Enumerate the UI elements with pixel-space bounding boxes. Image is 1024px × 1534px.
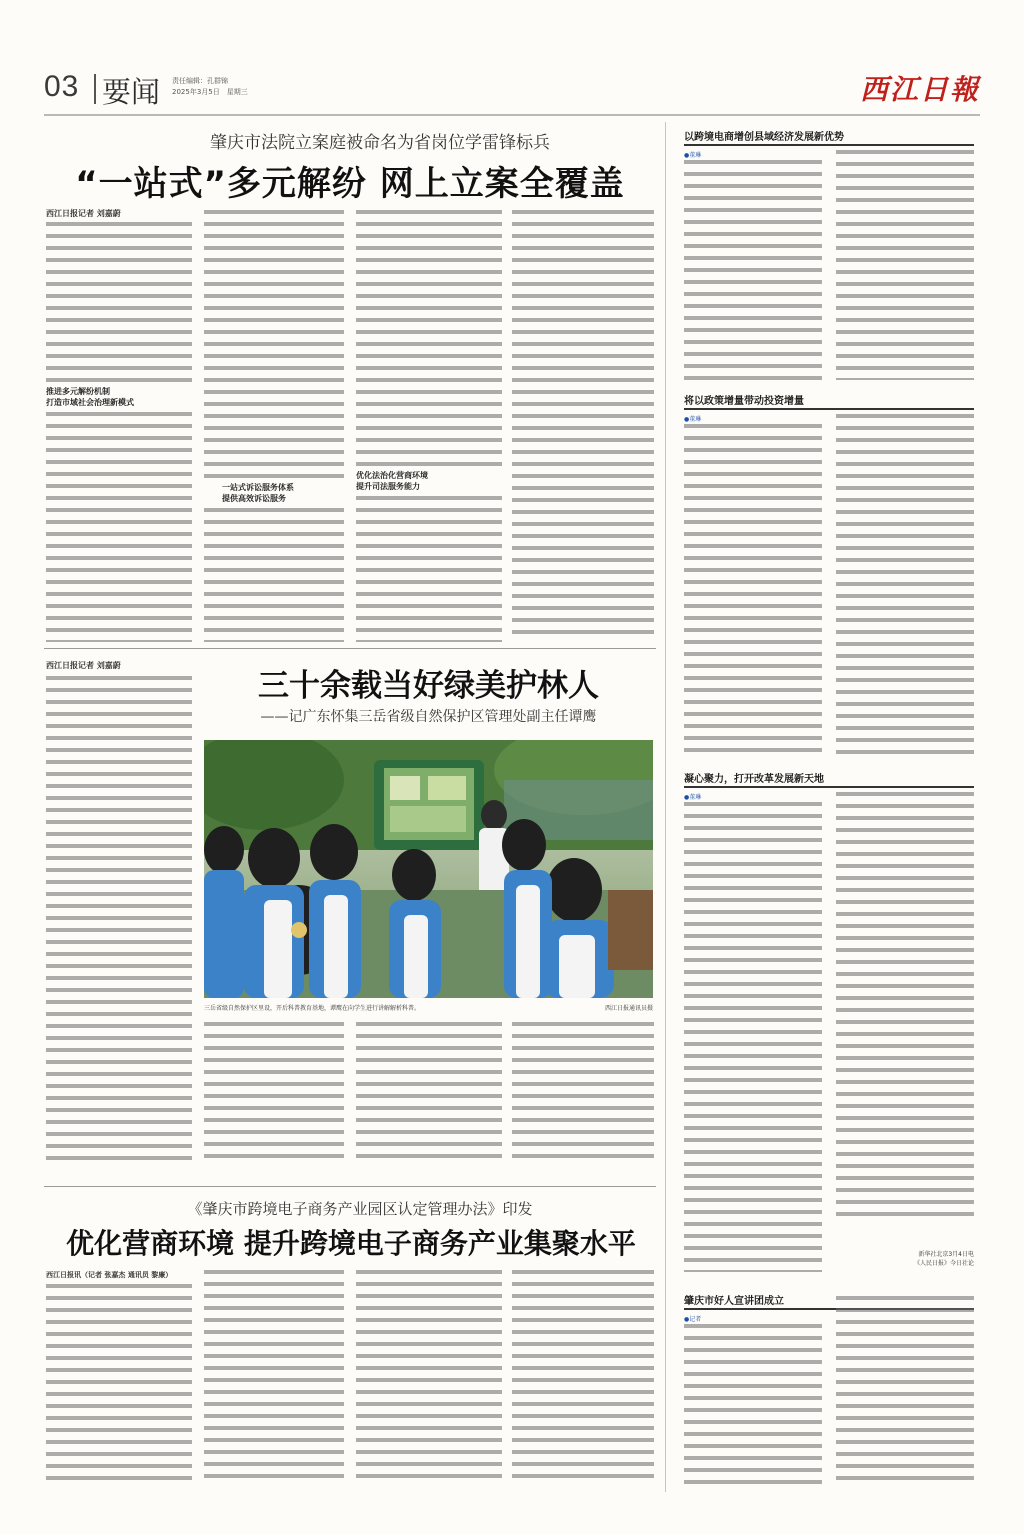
- bottom-column-3: [356, 1270, 502, 1484]
- lead-subhead-3: 优化法治化营商环境 提升司法服务能力: [356, 471, 428, 491]
- sidebar-rule-2: [684, 408, 974, 410]
- lead-subhead-2: 一站式诉讼服务体系 提供高效诉讼服务: [222, 483, 294, 503]
- sidebar-3-signoff: 新华社北京3月4日电 《人民日报》今日社论: [913, 1251, 974, 1267]
- lead-kicker: 肇庆市法院立案庭被命名为省岗位学雷锋标兵: [210, 133, 550, 153]
- photo-caption: 三岳省级自然保护区里设，开后科普教育基地，谭鹰在向学生进行讲解解析科普。: [204, 1005, 421, 1012]
- photo-caption-block: [204, 1003, 653, 1012]
- bottom-column-4: [512, 1270, 654, 1484]
- sidebar-tag-4: ●记者: [684, 1316, 702, 1323]
- feature-photo: [204, 740, 653, 998]
- sidebar-headline-2: 将以政策增量带动投资增量: [684, 396, 804, 407]
- lead-byline: 西江日报记者 刘嘉蔚: [46, 209, 121, 218]
- lead-headline: “一站式”多元解纷 网上立案全覆盖: [75, 164, 625, 204]
- sidebar-rule-3: [684, 786, 974, 788]
- bottom-headline: 优化营商环境 提升跨境电子商务产业集聚水平: [66, 1227, 636, 1260]
- feature-column-1: [46, 676, 192, 1166]
- bottom-column-1: [46, 1284, 192, 1484]
- feature-bottom-rule: [44, 1186, 656, 1187]
- edition-meta: [172, 76, 248, 98]
- date-line: 2025年3月5日 星期三: [172, 88, 248, 96]
- bottom-column-2: [204, 1270, 344, 1484]
- sidebar-2-column-1: [684, 424, 822, 754]
- masthead-divider: [94, 74, 96, 104]
- lead-subhead-1: 推进多元解纷机制 打造市域社会治理新模式: [46, 387, 134, 407]
- sidebar-4-column-2: [836, 1296, 974, 1484]
- lead-column-1b: [46, 412, 192, 642]
- bottom-byline: 西江日报讯（记者 张嘉杰 通讯员 黎廉）: [46, 1271, 173, 1279]
- students-tour-photo: [204, 740, 653, 998]
- page-number: 03: [44, 70, 80, 103]
- sidebar-3-column-1: [684, 802, 822, 1272]
- lead-column-2: [204, 210, 344, 478]
- feature-subtitle: ——记广东怀集三岳省级自然保护区管理处副主任谭鹰: [260, 709, 597, 725]
- feature-headline: 三十余载当好绿美护林人: [258, 668, 599, 704]
- sidebar-tag-2: ●董琳: [684, 416, 702, 423]
- bottom-kicker: 《肇庆市跨境电子商务产业园区认定管理办法》印发: [187, 1200, 533, 1218]
- photo-credit: 西江日报通讯员摄: [604, 1005, 653, 1012]
- editor-line: 责任编辑：孔群锦: [172, 77, 228, 85]
- sidebar-2-column-2: [836, 414, 974, 754]
- lead-bottom-rule: [44, 648, 656, 649]
- masthead-rule: [44, 114, 980, 116]
- sidebar-tag-1: ●董琳: [684, 152, 702, 159]
- feature-column-3: [356, 1022, 502, 1166]
- feature-column-4: [512, 1022, 654, 1166]
- sidebar-3-column-2: [836, 792, 974, 1222]
- lead-column-1: [46, 222, 192, 382]
- sidebar-1-column-1: [684, 160, 822, 380]
- sidebar-tag-3: ●董琳: [684, 794, 702, 801]
- section-title: 要闻: [102, 75, 161, 109]
- newspaper-logo: 西江日報: [859, 73, 980, 106]
- lead-column-2b: [204, 508, 344, 642]
- sidebar-1-column-2: [836, 150, 974, 380]
- sidebar-headline-1: 以跨境电商增创县域经济发展新优势: [684, 132, 844, 143]
- masthead: [44, 66, 980, 112]
- sidebar-rule-1: [684, 144, 974, 146]
- lead-column-4: [512, 210, 654, 642]
- feature-column-2: [204, 1022, 344, 1166]
- sidebar-4-column-1: [684, 1324, 822, 1484]
- sidebar-headline-3: 凝心聚力，打开改革发展新天地: [684, 774, 824, 785]
- feature-byline: 西江日报记者 刘嘉蔚: [46, 661, 121, 670]
- sidebar-headline-4: 肇庆市好人宣讲团成立: [684, 1296, 784, 1307]
- sidebar-divider: [665, 122, 666, 1492]
- lead-column-3: [356, 210, 502, 466]
- lead-column-3b: [356, 496, 502, 642]
